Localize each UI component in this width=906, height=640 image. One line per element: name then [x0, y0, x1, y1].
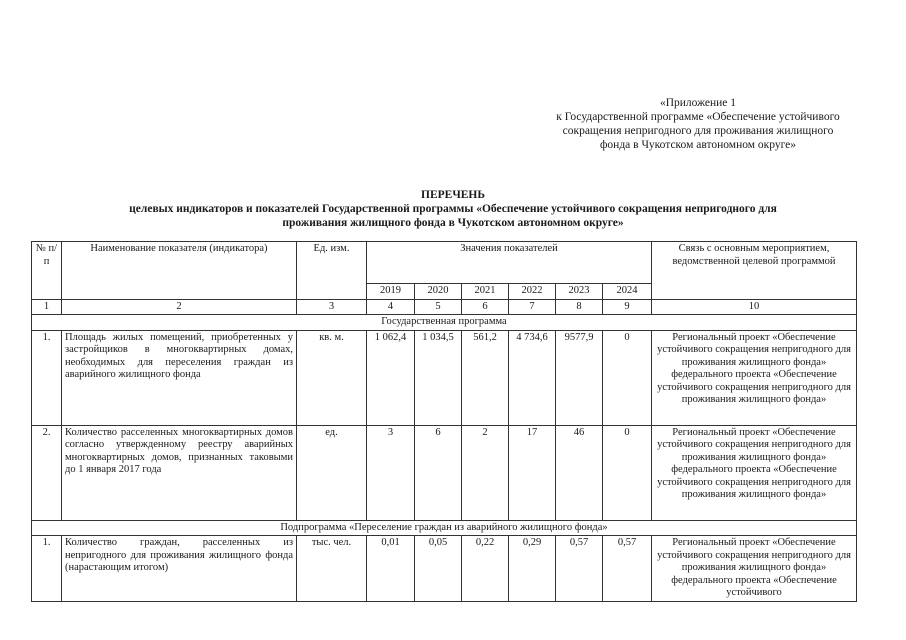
appendix-line-2: к Государственной программе «Обеспечение устойчивого — [556, 111, 840, 123]
row-value: 3 — [367, 425, 415, 520]
row-unit: ед. — [297, 425, 367, 520]
row-name: Количество расселенных многоквартирных домов согласно утвержденному реестру аварийных многоквартирных домов, признанных таковыми до 1 января 2017 года — [62, 425, 297, 520]
row-value: 46 — [556, 425, 603, 520]
column-numbers-row — [32, 299, 857, 315]
header-row — [32, 242, 857, 284]
section-row-state-program — [32, 315, 857, 331]
title-line-1: целевых индикаторов и показателей Государственной программы «Обеспечение устойчивого сокращения непригодного для — [129, 203, 777, 215]
row-value: 0,29 — [509, 536, 556, 602]
year-cell: 2024 — [603, 284, 652, 300]
table-row — [32, 536, 857, 602]
year-cell: 2023 — [556, 284, 603, 300]
row-value: 0,57 — [556, 536, 603, 602]
appendix-caption — [480, 96, 906, 152]
row-value: 0,22 — [462, 536, 509, 602]
col-number: 2 — [62, 299, 297, 315]
col-number: 5 — [415, 299, 462, 315]
col-number: 4 — [367, 299, 415, 315]
title-line-2: проживания жилищного фонда в Чукотском автономном округе» — [282, 217, 624, 229]
row-value: 0,01 — [367, 536, 415, 602]
year-cell: 2022 — [509, 284, 556, 300]
section-row-subprogram — [32, 520, 857, 536]
table-row — [32, 330, 857, 425]
row-unit: кв. м. — [297, 330, 367, 425]
row-link: Региональный проект «Обеспечение устойчивого сокращения непригодного для проживания жилищного фонда» федерального проекта «Обеспечение устойчивого сокращения непригодного для проживания жилищного фонда» — [652, 425, 857, 520]
header-name: Наименование показателя (индикатора) — [62, 242, 297, 300]
title-heading: ПЕРЕЧЕНЬ — [421, 189, 485, 201]
row-value: 4 734,6 — [509, 330, 556, 425]
col-number: 10 — [652, 299, 857, 315]
col-number: 9 — [603, 299, 652, 315]
row-value: 0,05 — [415, 536, 462, 602]
row-num: 1. — [32, 330, 62, 425]
row-value: 1 062,4 — [367, 330, 415, 425]
col-number: 3 — [297, 299, 367, 315]
appendix-line-4: фонда в Чукотском автономном округе» — [599, 139, 797, 151]
row-num: 1. — [32, 536, 62, 602]
header-num: № п/п — [32, 242, 62, 300]
row-value: 1 034,5 — [415, 330, 462, 425]
indicators-table — [31, 241, 857, 602]
row-value: 6 — [415, 425, 462, 520]
col-number: 6 — [462, 299, 509, 315]
year-cell: 2021 — [462, 284, 509, 300]
row-value: 0 — [603, 425, 652, 520]
row-num: 2. — [32, 425, 62, 520]
row-unit: тыс. чел. — [297, 536, 367, 602]
year-cell: 2019 — [367, 284, 415, 300]
row-value: 17 — [509, 425, 556, 520]
document-title — [40, 188, 866, 230]
section-title: Государственная программа — [32, 315, 857, 331]
row-value: 0 — [603, 330, 652, 425]
year-cell: 2020 — [415, 284, 462, 300]
row-name: Количество граждан, расселенных из непригодного для проживания жилищного фонда (нарастающим итогом) — [62, 536, 297, 602]
table-row — [32, 425, 857, 520]
header-unit: Ед. изм. — [297, 242, 367, 300]
row-name: Площадь жилых помещений, приобретенных у застройщиков в многоквартирных домах, необходимых для переселения граждан из аварийного жилищного фонда — [62, 330, 297, 425]
header-values: Значения показателей — [367, 242, 652, 284]
section-title: Подпрограмма «Переселение граждан из аварийного жилищного фонда» — [32, 520, 857, 536]
appendix-line-3: сокращения непригодного для проживания жилищного — [562, 125, 834, 137]
header-link: Связь с основным мероприятием, ведомственной целевой программой — [652, 242, 857, 300]
row-value: 9577,9 — [556, 330, 603, 425]
row-link: Региональный проект «Обеспечение устойчивого сокращения непригодного для проживания жилищного фонда» федерального проекта «Обеспечение устойчивого сокращения непригодного для проживания жилищного фонда» — [652, 330, 857, 425]
row-value: 2 — [462, 425, 509, 520]
row-link: Региональный проект «Обеспечение устойчивого сокращения непригодного для проживания жилищного фонда» федерального проекта «Обеспечение устойчивого — [652, 536, 857, 602]
row-value: 561,2 — [462, 330, 509, 425]
col-number: 1 — [32, 299, 62, 315]
col-number: 8 — [556, 299, 603, 315]
row-value: 0,57 — [603, 536, 652, 602]
col-number: 7 — [509, 299, 556, 315]
appendix-line-1: «Приложение 1 — [659, 97, 737, 109]
